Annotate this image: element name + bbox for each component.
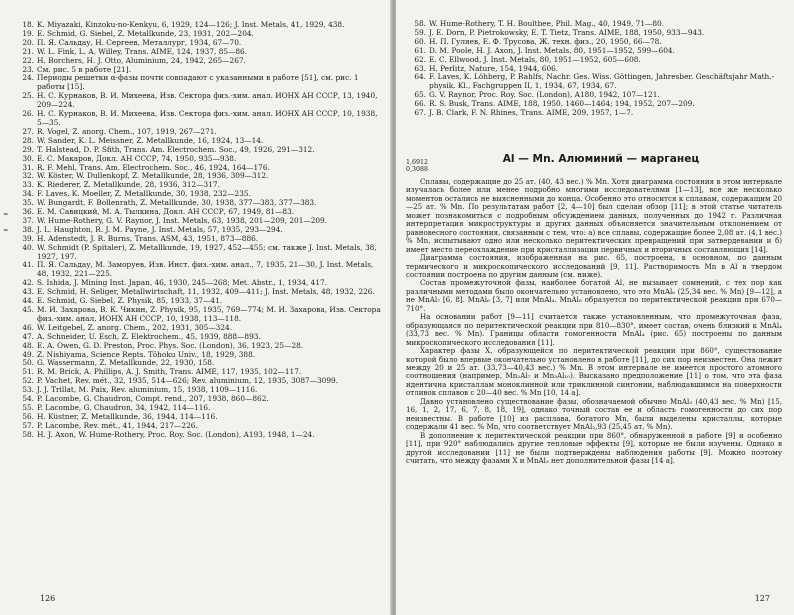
reference-number: 44. [22, 296, 34, 306]
reference-number: 38. [22, 224, 34, 234]
reference-number: 58. [22, 429, 34, 439]
reference-number: 48. [22, 340, 34, 350]
reference-number: 27. [22, 126, 34, 136]
reference-number: 49. [22, 349, 34, 359]
reference-text: P. Vachet, Rev. mét., 32, 1935, 514—626; Rev. aluminium, 12, 1935, 3087—3099. [37, 376, 339, 386]
right-page [396, 0, 794, 615]
margin-mark: ≈ [3, 210, 9, 218]
reference-item [406, 73, 782, 91]
reference-number: 19. [22, 28, 34, 38]
reference-number: 28. [22, 135, 34, 145]
coord-value: 1,6912 [406, 159, 429, 166]
reference-text: W. Köster, W. Dullenkopf, Z. Metallkunde, 28, 1936, 309—312. [37, 171, 269, 181]
body-paragraph: Состав промежуточной фазы, наиболее богатой Al, не вызывает сомнений, с тех пор как различными методами было окончательно установлено, что это MnAl₆ (25,34 вес. % Mn) [9—12], а не MnAl₇ [6, 8]. MnAl₆ [3, 7] или MnAl₄. MnAl₆ образуется по перитектической реакции при 670—710°. [406, 278, 782, 313]
reference-text: Z. Nishiyama, Science Repts. Tôhoku Univ., 18, 1929, 388. [37, 349, 256, 359]
left-reference-list [14, 21, 382, 440]
reference-number: 40. [22, 242, 34, 252]
reference-text: E. Schmid, G. Siebel, Z. Metallkunde, 23, 1931, 202—204. [37, 28, 254, 38]
body-paragraph: Сплавы, содержащие до 25 ат. (40, 43 вес.) % Mn. Хотя диаграмма состояния в этом интервале изучалась более или менее подробно многими исследователями [1—13], все же несколько моментов остались не выясненными до конца. Особенно это относится к сплавам, содержащим 20—25 ат. % Mn. По результатам работ [2, 4—10] был сделан обзор [11]; в этой статье читатель может познакомиться с подробным обсуждением данных, полученных до 1942 г. Различная интерпретация микроструктуры и других данных объясняется значительным отклонением от равновесного состояния, связанным с тем, что: а) все сплавы, содержащие более 2,08 ат. (4,1 вес.) % Mn, испытывают одно или несколько перитектических превращений при затвердевании и б) имеет место переохлаждение при кристаллизации первичных и вторичных составляющих [14]. [406, 177, 782, 254]
reference-number: 20. [22, 37, 34, 47]
reference-number: 53. [22, 385, 34, 395]
reference-text: P. Lacombe, Rev. mét., 41, 1944, 217—226. [37, 420, 198, 430]
section-title: Al — Mn. Алюминий — марганец [502, 153, 700, 165]
reference-text: H. Perlitz, Nature, 154, 1944, 606. [429, 63, 559, 73]
reference-number: 37. [22, 215, 34, 225]
margin-mark: ≈ [3, 226, 9, 234]
reference-text: Е. М. Савицкий, М. А. Тылкина, Докл. АН СССР, 67, 1949, 81—83. [37, 207, 295, 217]
body-paragraph: Диаграмма состояния, изображенная на рис. 65, построена, в основном, по данным термического и микроскопического исследований [9, 11]. Растворимость Mn в Al в твердом состоянии построена по другим данным (см. ниже). [406, 253, 782, 279]
reference-text: K. Miyazaki, Kinzoku-no-Kenkyu, 6, 1929, 124—126; J. Inst. Metals, 41, 1929, 438. [37, 20, 345, 29]
reference-number: 66. [414, 99, 426, 109]
reference-number: 23. [22, 64, 34, 74]
reference-number: 59. [414, 27, 426, 37]
reference-text: R. S. Busk, Trans. AIME, 188, 1950, 1460—1464; 194, 1952, 207—209. [429, 99, 695, 109]
reference-text: H. J. Axon, W. Hume-Rothery, Proc. Roy. Soc. (London), A193, 1948, 1—24. [37, 429, 315, 439]
reference-text: W. Hume-Rothery, G. V. Raynor, J. Inst. Metals, 63, 1938, 201—209, 201—209. [37, 215, 328, 225]
reference-text: J. L. Haughton, R. J. M. Payne, J. Inst. Metals, 57, 1935, 293—294. [37, 224, 283, 234]
body-paragraph: На основании работ [9—11] считается также установленным, что промежуточная фаза, образующаяся по перитектической реакции при 810—830°, имеет состав, очень близкий к MnAl₄ (33,73 вес. % Mn). Границы области гомогенности MnAl₄ (рис. 65) построены по данным микроскопического исследования [11]. [406, 312, 782, 347]
reference-number: 26. [22, 109, 34, 119]
reference-text: М. И. Захарова, В. К. Чикин, Z. Physik, 95, 1935, 769—774; М. И. Захарова, Изв. Сектора физ.-хим. анал. ИОНХ АН СССР, 10, 1938, 113—118. [37, 305, 381, 323]
reference-number: 50. [22, 358, 34, 368]
atomic-weight-ratio [406, 159, 428, 173]
reference-text: F. Laves, K. Moeller, Z. Metallkunde, 30, 1938, 232—235. [37, 189, 251, 199]
reference-item [406, 109, 782, 118]
reference-number: 57. [22, 420, 34, 430]
reference-number: 47. [22, 331, 34, 341]
reference-text: W. L. Fink, L. A. Willey, Trans. AIME, 124, 1937, 85—86. [37, 46, 248, 56]
reference-text: J. E. Dorn, P. Pietrokowsky, E. T. Tietz, Trans. AIME, 188, 1950, 933—943. [429, 27, 705, 37]
reference-text: Е. С. Макаров, Докл. АН СССР, 74, 1950, 935—938. [37, 153, 237, 163]
reference-text: W. Sander, K. L. Meissner, Z. Metallkunde, 16, 1924, 13—14. [37, 135, 264, 145]
reference-number: 52. [22, 376, 34, 386]
reference-item [14, 74, 382, 92]
reference-number: 56. [22, 411, 34, 421]
reference-number: 33. [22, 180, 34, 190]
reference-number: 58. [414, 19, 426, 28]
reference-number: 42. [22, 278, 34, 288]
reference-text: W. Bungardt, F. Bollenrath, Z. Metallkunde, 30, 1938, 377—383, 377—383. [37, 198, 317, 208]
reference-number: 32. [22, 171, 34, 181]
reference-text: H. Küstner, Z. Metallkunde, 36, 1944, 114—116. [37, 411, 218, 421]
reference-number: 39. [22, 233, 34, 243]
reference-item [14, 92, 382, 110]
reference-text: П. Я. Сальдау, Н. Сергеев, Металлург, 1934, 67—70. [37, 37, 242, 47]
article-body [406, 178, 782, 465]
reference-number: 24. [22, 73, 34, 83]
reference-number: 45. [22, 305, 34, 314]
right-reference-list [406, 20, 782, 118]
reference-number: 51. [22, 367, 34, 377]
page-number: 126 [40, 594, 56, 603]
reference-text: Н. С. Курнаков, В. И. Михеева, Изв. Сектора физ.-хим. анал. ИОНХ АН СССР, 10, 1938, 5—35. [37, 109, 378, 127]
reference-text: W. Schmidt (P. Spitaler), Z. Metallkunde, 19, 1927, 452—455; см. также J. Inst. Metals, 38, 1927, 197. [37, 242, 377, 261]
reference-text: S. Ishida, J. Mining Inst. Japan, 46, 1930, 245—268; Met. Abstr., 1, 1934, 417. [37, 278, 328, 288]
reference-text: E. C. Ellwood, J. Inst. Metals, 80, 1951—1952, 605—608. [429, 54, 641, 64]
reference-text: H. Borchers, H. J. Otto, Aluminium, 24, 1942, 265—267. [37, 55, 246, 65]
reference-text: R. Vogel, Z. anorg. Chem., 107, 1919, 267—271. [37, 126, 217, 136]
reference-text: E. Schmid, H. Seliger, Metallwirtschaft, 11, 1932, 409—411; J. Inst. Metals, 48, 1932, 226. [37, 287, 375, 297]
reference-number: 43. [22, 287, 34, 297]
reference-number: 60. [414, 36, 426, 46]
reference-text: R. F. Mehl, Trans. Am. Electrochem. Soc., 46, 1924, 164—176. [37, 162, 270, 172]
reference-number: 46. [22, 322, 34, 332]
reference-text: T. Halstead, D. P. Sfith, Trans. Am. Electrochem. Soc., 49, 1926, 291—312. [37, 144, 315, 154]
reference-text: Н. П. Гуляев, Е. Ф. Трусова, Ж. техн. физ., 20, 1950, 66—78. [429, 36, 662, 46]
reference-number: 61. [414, 45, 426, 55]
reference-number: 41. [22, 260, 34, 270]
reference-number: 63. [414, 63, 426, 73]
reference-number: 64. [414, 72, 426, 82]
reference-item [14, 244, 382, 262]
reference-number: 29. [22, 144, 34, 154]
left-page [0, 0, 392, 615]
reference-number: 54. [22, 394, 34, 404]
reference-text: R. M. Brick, A. Phillips, A. J. Smith, Trans. AIME, 117, 1935, 102—117. [37, 367, 302, 377]
reference-text: G. V. Raynor, Proc. Roy. Soc. (London), A180, 1942, 107—121. [429, 90, 660, 100]
reference-text: P. Lacombe, G. Chaudron, 34, 1942, 114—116. [37, 402, 211, 412]
reference-text: H. Adenstedt, J. R. Burns, Trans. ASM, 43, 1951, 873—886. [37, 233, 259, 243]
body-paragraph: В дополнение к перитектической реакции при 860°, обнаруженной в работе [9] и особенно [11], при 920° наблюдались другие тепловые эффекты [9], которые не были изучены. Однако в другой исследовании [11] не были подтверждены наблюдения работы [9]. Можно поэтому считать, что между фазами X и MnAl₃ нет дополнительной фазы [14 а]. [406, 430, 782, 465]
reference-text: E. Schmid, G. Siebel, Z. Physik, 85, 1933, 37—41. [37, 296, 223, 306]
reference-number: 25. [22, 91, 34, 101]
reference-text: J. J. Trillat, M. Paix, Rev. aluminium, 15, 1938, 1109—1116. [37, 385, 258, 395]
reference-text: D. M. Poole, H. J. Axon, J. Inst. Metals, 80, 1951—1952, 599—604. [429, 45, 675, 55]
reference-item [14, 261, 382, 279]
reference-number: 55. [22, 402, 34, 412]
reference-item [14, 306, 382, 324]
body-paragraph: Давно установлено существование фазы, обозначаемой обычно MnAl₃ (40,43 вес. % Mn) [15, 16, 1, 2, 17, 6, 7, 8, 18, 19], однако точный состав ее и область гомогенности до сих пор неизвестны. В работе [10] из расплава, богатого Mn, были выделены кристаллы, которые содержали 41 вес. % Mn, что соответствует MnAl₂,93 (25,45 ат. % Mn). [406, 396, 782, 432]
body-paragraph: Характер фазы X, образующейся по перитектической реакции при 860°, существование которой было впервые окончательно установлено в работе [11], до сих пор неизвестен. Она лежит между 20 и 25 ат. (33,73—40,43 вес.) % Mn. В этом интервале не имеется простого атомного соотношения (например, Mn₂Al₇ и Mn₃Al₁₀). Высказано предположение [11] о том, что эта фаза идентична кристаллам моноклинной или триклинной сингонии, наблюдавшимся на поверхности отливок сплавов с 20—40 вес. % Mn [10, 14 а]. [406, 346, 782, 398]
reference-text: Периоды решетки α-фазы почти совпадают с указанными в работе [51], см. рис. 1 работы [15]. [37, 73, 359, 92]
reference-text: П. Я. Сальдау, М. Заморуев, Изв. Инст. физ.-хим. анал., 7, 1935, 21—30, J. Inst. Metals, 48, 1932, 221—225. [37, 260, 374, 279]
reference-number: 21. [22, 46, 34, 56]
reference-text: P. Lacombe, G. Chaudron, Compt. rend., 207, 1938, 860—862. [37, 394, 269, 404]
reference-item [14, 431, 382, 440]
reference-number: 31. [22, 162, 34, 172]
reference-item [14, 110, 382, 128]
reference-text: W. Leitgebel, Z. anorg. Chem., 202, 1931, 305—324. [37, 322, 233, 332]
reference-number: 36. [22, 207, 34, 217]
reference-text: См. рис. 5 в работе [21]. [37, 64, 131, 74]
page-number: 127 [754, 594, 770, 603]
reference-number: 18. [22, 20, 34, 29]
reference-text: Н. С. Курнаков, В. И. Михеева, Изв. Сектора физ.-хим. анал. ИОНХ АН СССР, 13, 1940, 209—224. [37, 91, 378, 110]
coord-value: 0,3088 [406, 166, 429, 173]
reference-text: A. Schneider, U. Esch, Z. Elektrochem., 45, 1939, 888—893. [37, 331, 261, 341]
reference-text: E. A. Owen, G. D. Preston, Proc. Phys. Soc. (London), 36, 1923, 25—28. [37, 340, 304, 350]
reference-text: F. Laves, K. Löhberg, P. Rahlfs, Nachr. Ges. Wiss. Göttingen, Jahresber. Geschäftsjahr Math.-physik. Kl., Fachgruppen II, 1, 1934, 67, 1934, 67. [429, 72, 775, 91]
reference-number: 30. [22, 153, 34, 163]
reference-text: G. Wassermann, Z. Metallkunde, 22, 1930, 158. [37, 358, 215, 368]
reference-number: 65. [414, 90, 426, 100]
reference-text: J. B. Clark, F. N. Rhines, Trans. AIME, 209, 1957, 1—7. [429, 108, 634, 118]
reference-number: 22. [22, 55, 34, 65]
reference-text: K. Riederer, Z. Metallkunde, 28, 1936, 312—317. [37, 180, 220, 190]
reference-number: 34. [22, 189, 34, 199]
reference-number: 62. [414, 54, 426, 64]
reference-number: 35. [22, 198, 34, 208]
reference-text: W. Hume-Rothery, T. H. Boultbee, Phil. Mag., 40, 1949, 71—80. [429, 19, 665, 28]
reference-number: 67. [414, 108, 426, 118]
